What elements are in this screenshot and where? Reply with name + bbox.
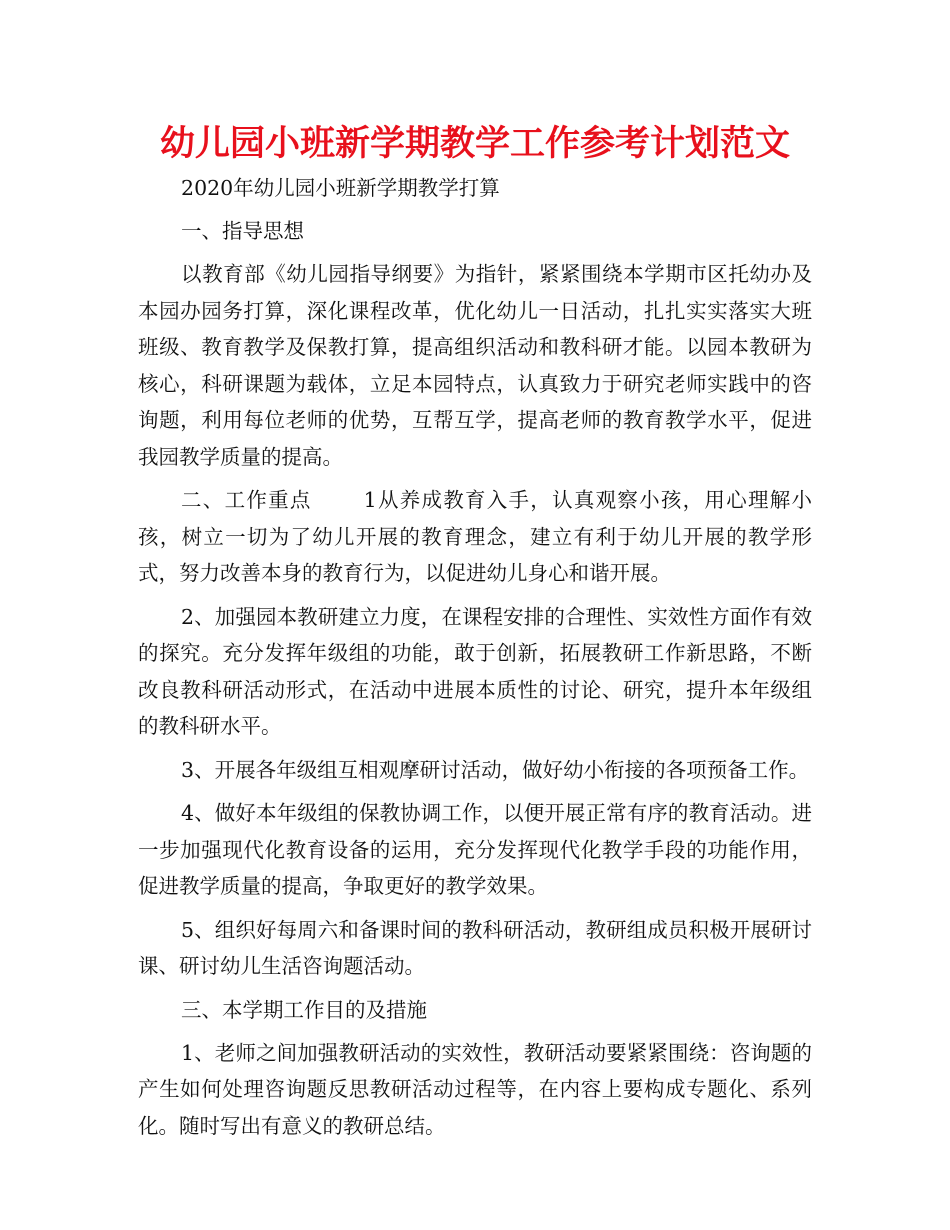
section2-item1: 1从养成教育入手，认真观察小孩，用心理解小孩，树立一切为了幼儿开展的教育理念，建立有利于幼儿开展的教学形式，努力改善本身的教育行为，以促进幼儿身心和谐开展。 [138,488,812,585]
document-title: 幼儿园小班新学期教学工作参考计划范文 [159,124,790,164]
section3-item1: 1、老师之间加强教研活动的实效性，教研活动要紧紧围绕：咨询题的产生如何处理咨询题反思教研活动过程等，在内容上要构成专题化、系列化。随时写出有意义的教研总结。 [138,1040,812,1138]
section2-item2: 2、加强园本教研建立力度，在课程安排的合理性、实效性方面作有效的探究。充分发挥年级组的功能，敢于创新，拓展教研工作新思路，不断改良教科研活动形式，在活动中进展本质性的讨论、研究，提升本年级组的教科研水平。 [138,604,812,738]
section2-item4: 4、做好本年级组的保教协调工作，以便开展正常有序的教育活动。进一步加强现代化教育设备的运用，充分发挥现代化教学手段的功能作用，促进教学质量的提高，争取更好的教学效果。 [138,801,812,898]
section1-body: 以教育部《幼儿园指导纲要》为指针，紧紧围绕本学期市区托幼办及本园办园务打算，深化课程改革，优化幼儿一日活动，扎扎实实落实大班班级、教育教学及保教打算，提高组织活动和教科研才能。以园本教研为核心，科研课题为载体，立足本园特点，认真致力于研究老师实践中的咨询题，利用每位老师的优势，互帮互学，提高老师的教育教学水平，促进我园教学质量的提高。 [138,262,812,469]
document-subtitle: 2020年幼儿园小班新学期教学打算 [181,176,500,200]
section2-item3: 3、开展各年级组互相观摩研讨活动，做好幼小衔接的各项预备工作。 [181,757,810,782]
section2-heading: 二、工作重点 [181,488,312,512]
section3-heading: 三、本学期工作目的及措施 [181,997,428,1022]
section1-heading: 一、指导思想 [181,219,305,243]
section2-item5: 5、组织好每周六和备课时间的教科研活动，教研组成员积极开展研讨课、研讨幼儿生活咨询题活动。 [138,917,812,978]
section2-intro [138,482,812,592]
